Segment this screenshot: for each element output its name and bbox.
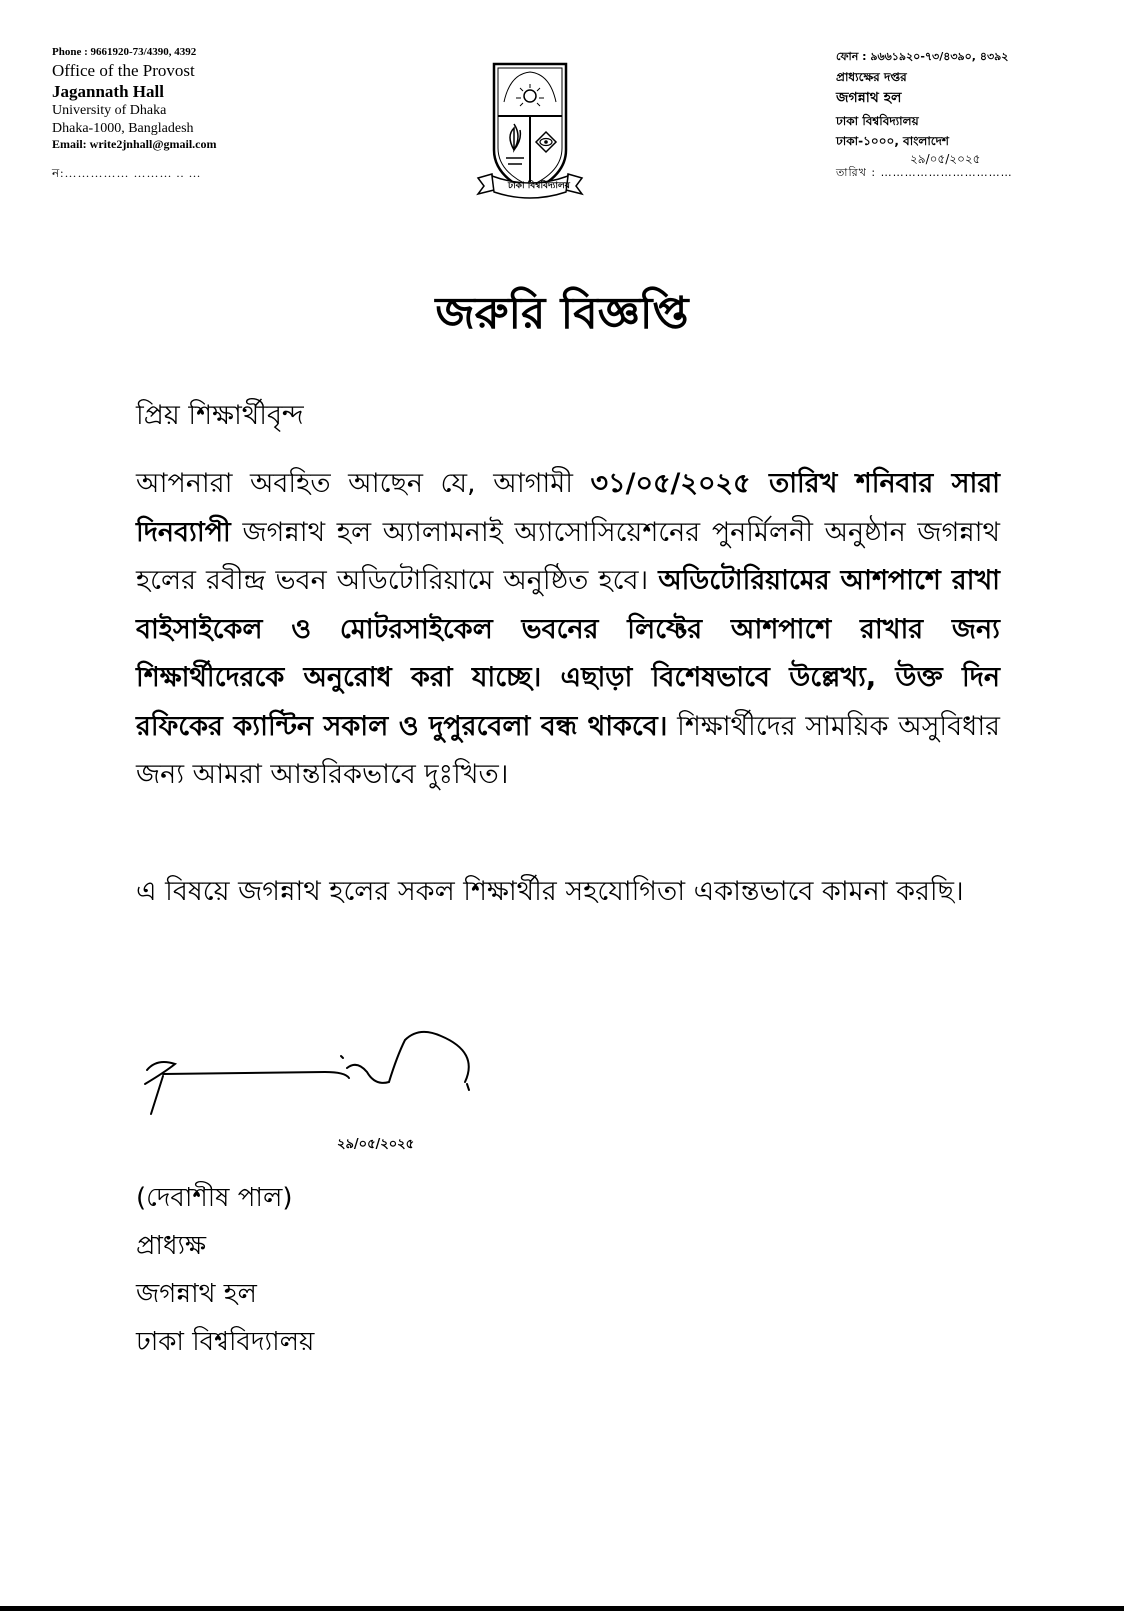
letterhead-bn-office: প্রাধ্যক্ষের দপ্তর (836, 69, 907, 84)
signatory-block (136, 1174, 314, 1366)
date-field: তারিখ : …………………………… (836, 166, 1013, 180)
letterhead-hall: Jagannath Hall (52, 82, 164, 101)
signature-date: ২৯/০৫/২০২৫ (337, 1137, 415, 1152)
letterhead-university: University of Dhaka (52, 103, 167, 119)
notice-body (136, 460, 1000, 800)
signatory-name: (দেবাশীষ পাল) (136, 1183, 293, 1213)
body-date-highlight: ৩১/০৫/২০২৫ তারিখ শনিবার সারা দিনব্যাপী (136, 468, 1000, 548)
letterhead-office: Office of the Provost (52, 60, 195, 80)
seal-banner-text: ঢাকা বিশ্ববিদ্যালয় (507, 181, 570, 191)
letterhead-bn-phone: ফোন : ৯৬৬১৯২০-৭৩/৪৩৯০, ৪৩৯২ (836, 50, 1009, 63)
signatory-designation: প্রাধ্যক্ষ (136, 1231, 207, 1261)
signatory-university: ঢাকা বিশ্ববিদ্যালয় (136, 1327, 315, 1357)
closing-paragraph: এ বিষয়ে জগন্নাথ হলের সকল শিক্ষার্থীর সহযোগিতা একান্তভাবে কামনা করছি। (136, 876, 964, 907)
body-text-2: জগন্নাথ হল অ্যালামনাই অ্যাসোসিয়েশনের পুনর্মিলনী অনুষ্ঠান জগন্নাথ হলের রবীন্দ্র ভবন অডিটোরিয়ামে অনুষ্ঠিত হবে। (136, 516, 1000, 596)
signature-icon (135, 1028, 485, 1140)
signatory-hall: জগন্নাথ হল (136, 1279, 257, 1309)
salutation: প্রিয় শিক্ষার্থীবৃন্দ (136, 400, 304, 431)
letterhead-bn-hall: জগন্নাথ হল (836, 90, 902, 107)
letterhead-bn-university: ঢাকা বিশ্ববিদ্যালয় (836, 113, 919, 128)
notice-title: জরুরি বিজ্ঞপ্তি (435, 288, 689, 339)
memo-number-field: ন:…………… ……… .. … (52, 166, 202, 181)
letterhead-english (52, 46, 282, 181)
body-parking-notice: অডিটোরিয়ামের আশপাশে রাখা বাইসাইকেল ও মোটরসাইকেল ভবনের লিফ্টের আশপাশে রাখার জন্য শিক্ষার্থীদেরকে অনুরোধ করা যাচ্ছে। এছাড়া বিশেষভাবে উল্লেখ্য, উক্ত দিন রফিকের ক্যান্টিন সকাল ও দুপুরবেলা বন্ধ থাকবে। (136, 565, 1001, 742)
handwritten-date: ২৯/০৫/২০২৫ (910, 151, 981, 166)
letterhead-bengali (836, 48, 1086, 179)
body-apology: শিক্ষার্থীদের সাময়িক অসুবিধার জন্য আমরা আন্তরিকভাবে দুঃখিত। (136, 710, 1000, 790)
letterhead-address: Dhaka-1000, Bangladesh (52, 120, 194, 136)
letterhead-phone: Phone : 9661920-73/4390, 4392 (52, 46, 197, 58)
bottom-border (0, 1606, 1124, 1611)
body-text-1: আপনারা অবহিত আছেন যে, আগামী (136, 468, 591, 499)
letterhead-bn-address: ঢাকা-১০০০, বাংলাদেশ (836, 134, 950, 149)
letterhead-email: Email: write2jnhall@gmail.com (52, 137, 217, 152)
